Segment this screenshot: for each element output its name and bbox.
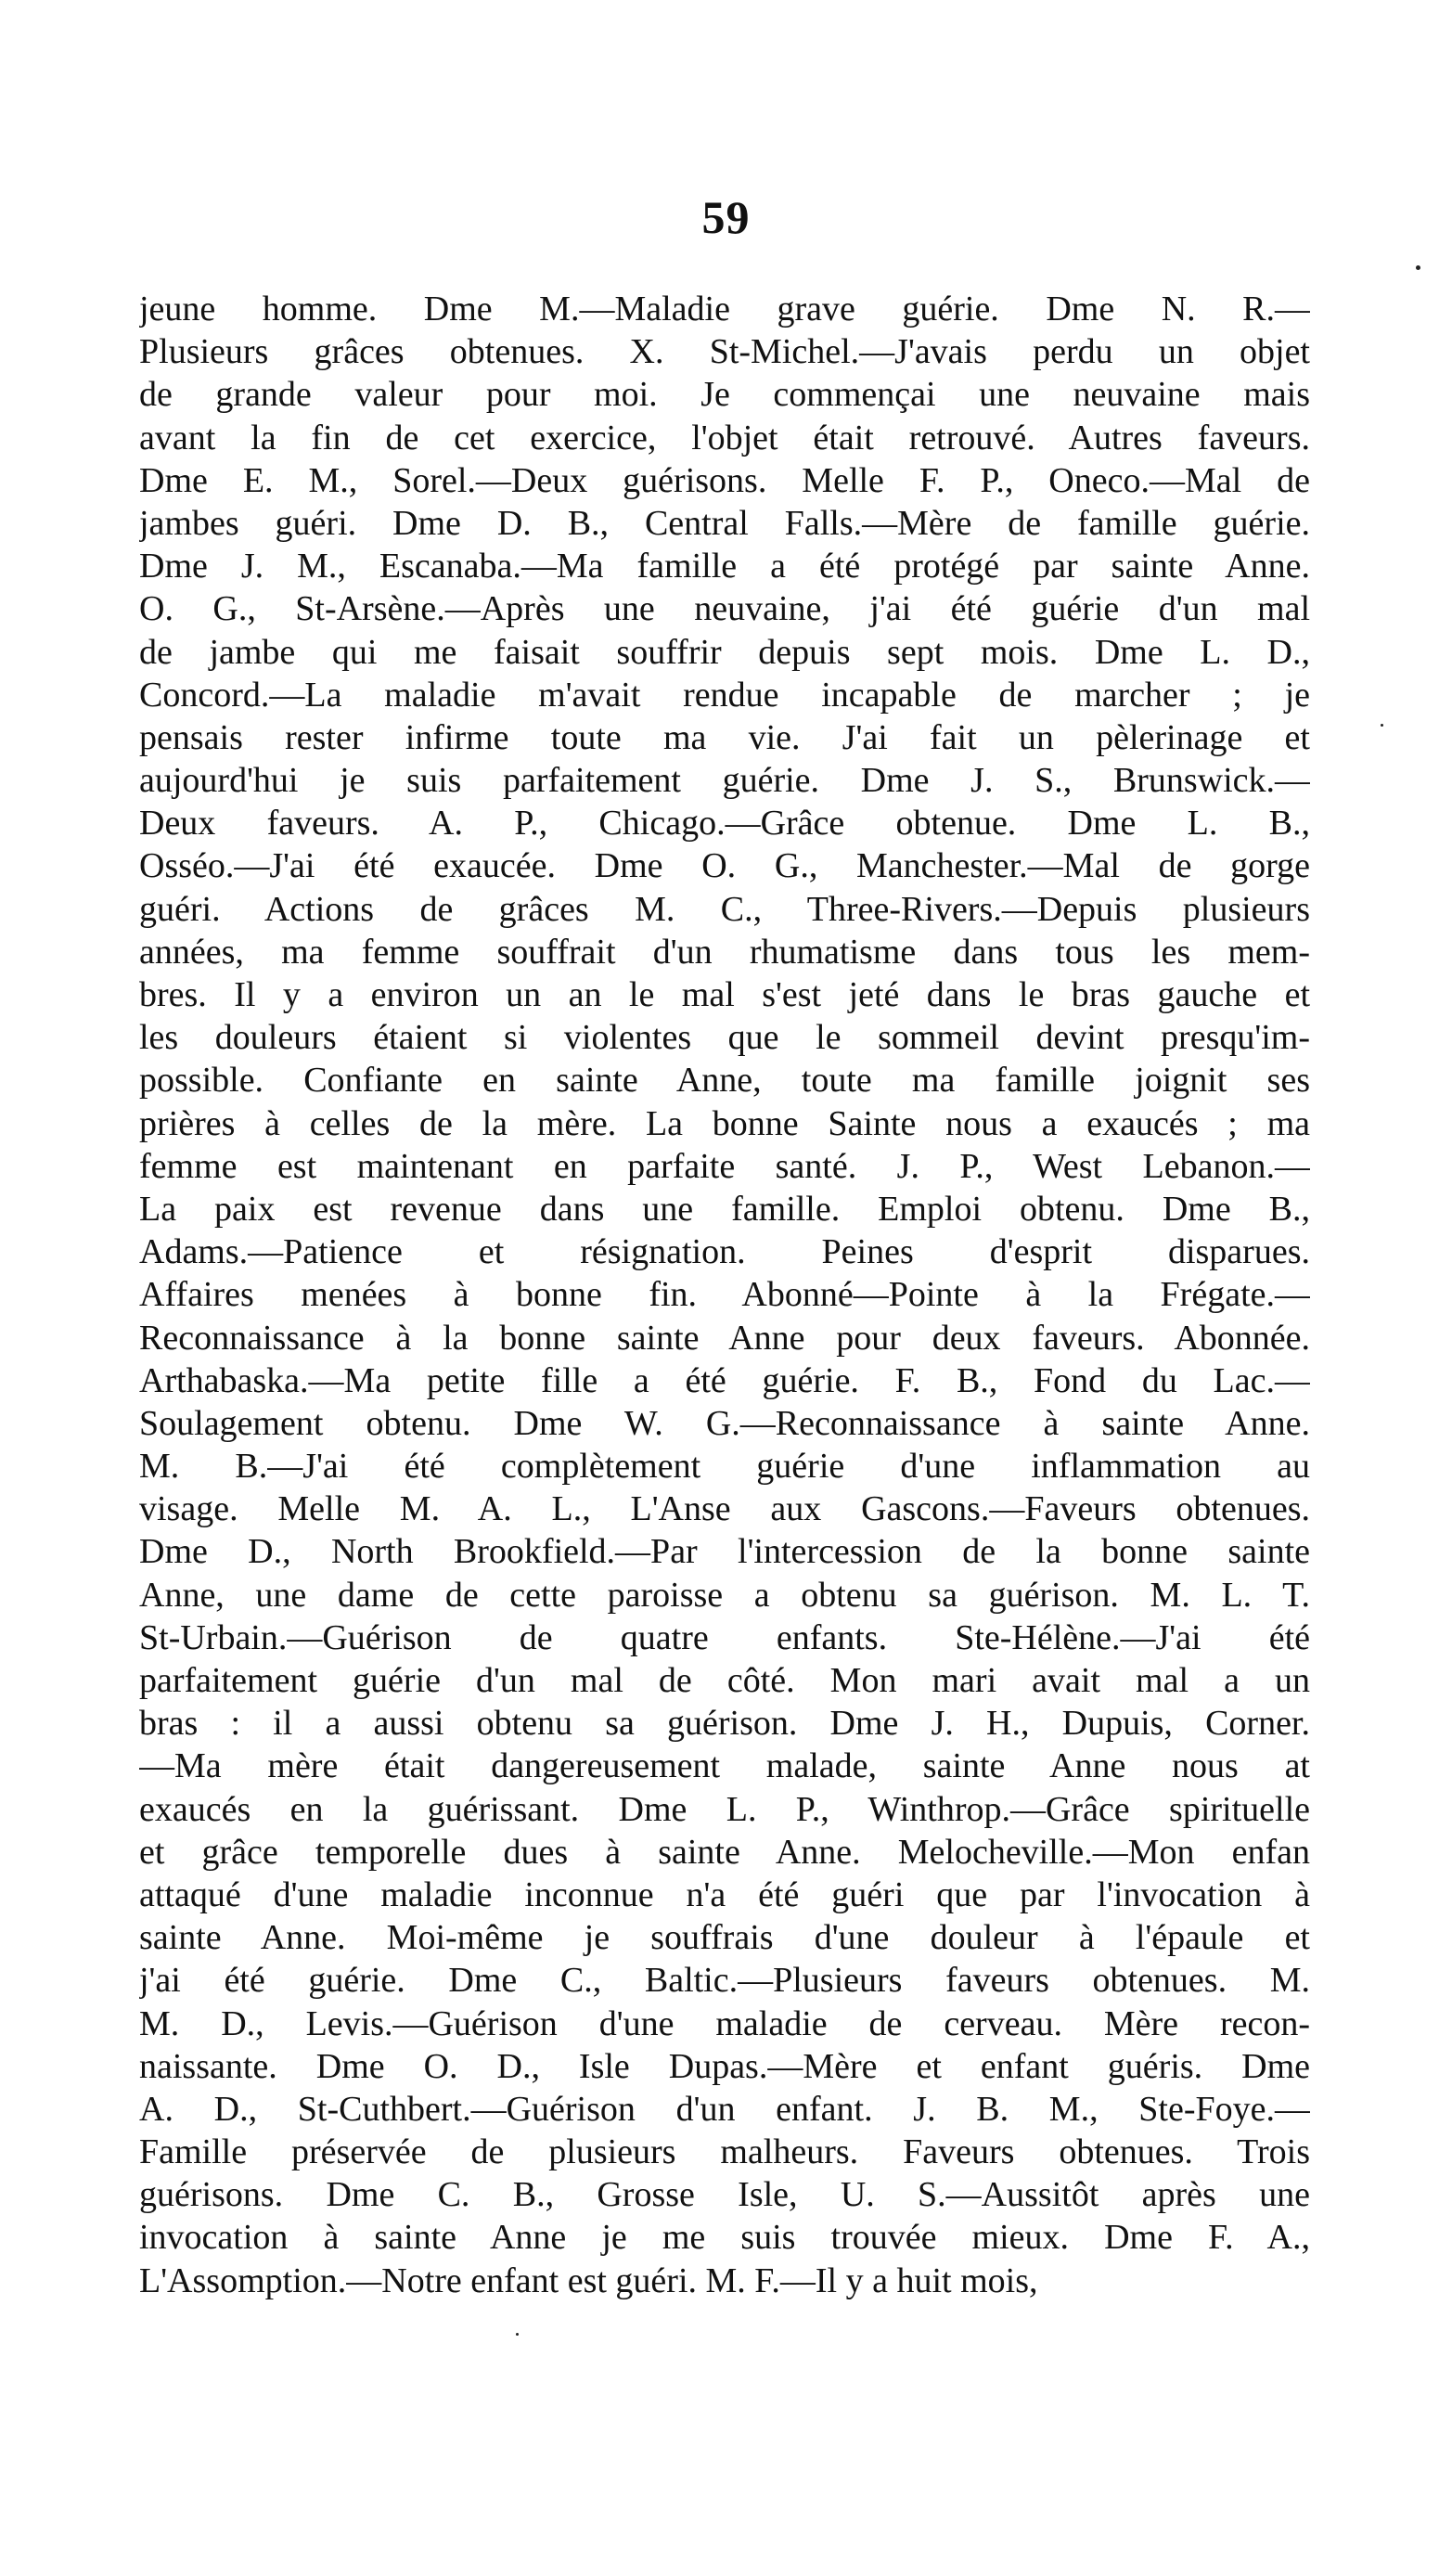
text-line: Arthabaska.—Ma petite fille a été guérie. F. B., Fond du Lac.— [139, 1360, 1310, 1400]
text-line: guérisons. Dme C. B., Grosse Isle, U. S.—Aussitôt après une [139, 2175, 1310, 2215]
text-line: jeune homme. Dme M.—Maladie grave guérie. Dme N. R.— [139, 290, 1310, 328]
text-line: bres. Il y a environ un an le mal s'est jeté dans le bras gauche et [139, 975, 1310, 1014]
text-line: sainte Anne. Moi-même je souffrais d'une douleur à l'épaule et [139, 1918, 1310, 1958]
text-line: Affaires menées à bonne fin. Abonné—Pointe à la Frégate.— [139, 1275, 1310, 1315]
text-line: Anne, une dame de cette paroisse a obtenu sa guérison. M. L. T. [139, 1575, 1310, 1615]
text-line: femme est maintenant en parfaite santé. J. P., West Lebanon.— [139, 1146, 1310, 1186]
text-line: les douleurs étaient si violentes que le sommeil devint presqu'im- [139, 1018, 1310, 1058]
text-line: Dme E. M., Sorel.—Deux guérisons. Melle F. P., Oneco.—Mal de [139, 460, 1310, 500]
text-line: de jambe qui me faisait souffrir depuis sept mois. Dme L. D., [139, 632, 1310, 672]
text-line: j'ai été guérie. Dme C., Baltic.—Plusieurs faveurs obtenues. M. [139, 1961, 1310, 2001]
text-line: pensais rester infirme toute ma vie. J'ai fait un pèlerinage et [139, 717, 1310, 757]
text-line: Adams.—Patience et résignation. Peines d'esprit disparues. [139, 1232, 1310, 1272]
text-line: attaqué d'une maladie inconnue n'a été guéri que par l'invocation à [139, 1874, 1310, 1914]
text-line: M. D., Levis.—Guérison d'une maladie de cerveau. Mère recon- [139, 2003, 1310, 2043]
text-line: de grande valeur pour moi. Je commençai une neuvaine mais [139, 375, 1310, 415]
text-line: visage. Melle M. A. L., L'Anse aux Gascons.—Faveurs obtenues. [139, 1489, 1310, 1529]
text-line: possible. Confiante en sainte Anne, toute ma famille joignit ses [139, 1061, 1310, 1101]
text-line: et grâce temporelle dues à sainte Anne. Melocheville.—Mon enfan [139, 1832, 1310, 1872]
text-line: avant la fin de cet exercice, l'objet était retrouvé. Autres faveurs. [139, 418, 1310, 457]
text-line: M. B.—J'ai été complètement guérie d'une inflammation au [139, 1447, 1310, 1487]
text-line: jambes guéri. Dme D. B., Central Falls.—Mère de famille guérie. [139, 503, 1310, 543]
text-line: —Ma mère était dangereusement malade, sainte Anne nous at [139, 1746, 1310, 1786]
text-line: Dme D., North Brookfield.—Par l'intercession de la bonne sainte [139, 1532, 1310, 1572]
body-text [139, 288, 1310, 2302]
text-line: Reconnaissance à la bonne sainte Anne pour deux faveurs. Abonnée. [139, 1318, 1310, 1358]
text-line: L'Assomption.—Notre enfant est guéri. M. F.—Il y a huit mois, [139, 2260, 1038, 2300]
text-line: Osséo.—J'ai été exaucée. Dme O. G., Manchester.—Mal de gorge [139, 846, 1310, 886]
text-line: invocation à sainte Anne je me suis trouvée mieux. Dme F. A., [139, 2218, 1310, 2258]
text-line: A. D., St-Cuthbert.—Guérison d'un enfant. J. B. M., Ste-Foye.— [139, 2089, 1310, 2129]
text-line: O. G., St-Arsène.—Après une neuvaine, j'ai été guérie d'un mal [139, 589, 1310, 629]
paper-speck [1416, 265, 1420, 270]
text-line: exaucés en la guérissant. Dme L. P., Winthrop.—Grâce spirituelle [139, 1789, 1310, 1829]
text-line: Famille préservée de plusieurs malheurs. Faveurs obtenues. Trois [139, 2132, 1310, 2172]
text-line: naissante. Dme O. D., Isle Dupas.—Mère et enfant guéris. Dme [139, 2046, 1310, 2086]
text-line: Dme J. M., Escanaba.—Ma famille a été protégé par sainte Anne. [139, 547, 1310, 586]
page-number: 59 [701, 191, 751, 243]
paper-speck [516, 2333, 519, 2336]
text-line: St-Urbain.—Guérison de quatre enfants. Ste-Hélène.—J'ai été [139, 1617, 1310, 1657]
paper-speck [1381, 724, 1383, 727]
text-line: Plusieurs grâces obtenues. X. St-Michel.—J'avais perdu un objet [139, 332, 1310, 372]
text-line: guéri. Actions de grâces M. C., Three-Rivers.—Depuis plusieurs [139, 889, 1310, 929]
text-line: Deux faveurs. A. P., Chicago.—Grâce obtenue. Dme L. B., [139, 804, 1310, 844]
text-line: bras : il a aussi obtenu sa guérison. Dme J. H., Dupuis, Corner. [139, 1704, 1310, 1744]
text-line: prières à celles de la mère. La bonne Sainte nous a exaucés ; ma [139, 1103, 1310, 1143]
text-line: aujourd'hui je suis parfaitement guérie. Dme J. S., Brunswick.— [139, 761, 1310, 801]
text-line: Concord.—La maladie m'avait rendue incapable de marcher ; je [139, 675, 1310, 715]
text-line: parfaitement guérie d'un mal de côté. Mon mari avait mal a un [139, 1661, 1310, 1700]
text-line: La paix est revenue dans une famille. Emploi obtenu. Dme B., [139, 1189, 1310, 1229]
text-line: années, ma femme souffrait d'un rhumatisme dans tous les mem- [139, 932, 1310, 972]
text-line: Soulagement obtenu. Dme W. G.—Reconnaissance à sainte Anne. [139, 1403, 1310, 1443]
